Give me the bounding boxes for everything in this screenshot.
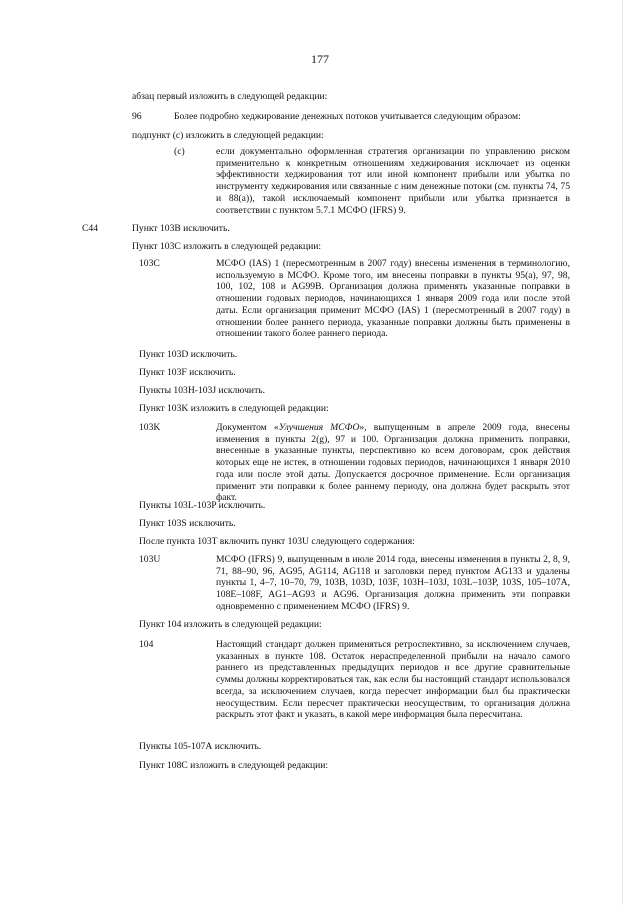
intro-instruction: абзац первый изложить в следующей редакции: — [132, 91, 328, 102]
instruction-103t: После пункта 103T включить пункт 103U следующего содержания: — [139, 536, 415, 547]
paragraph-103k-number: 103K — [139, 422, 161, 433]
instruction-103s: Пункт 103S исключить. — [139, 518, 236, 529]
instruction-103b: Пункт 103В исключить. — [132, 223, 230, 234]
paragraph-103u-text: МСФО (IFRS) 9, выпущенным в июле 2014 года, внесены изменения в пункты 2, 8, 9, 71, 88–90, 96, AG95, AG114, AG118 и заголовки перед пунктом AG133 и удалены пункты 1, 4–7, 10–70, 79, 103B, 103D, 103F, 103H–103J, 103L–103P, 103S, 105–107A, 108E–108F, AG1–AG93 и AG96. Организация должна применить эти поправки одновременно с применением МСФО (IFRS) 9. — [216, 554, 570, 612]
instruction-104: Пункт 104 изложить в следующей редакции: — [139, 619, 322, 630]
paragraph-103k-text — [216, 422, 570, 504]
paragraph-103k-prefix: Документом « — [216, 422, 279, 433]
subparagraph-c-text: если документально оформленная стратегия организации по управлению риском применительно к конкретным отношениям хеджирования исключает из оценки эффективности хеджирования тот или иной компонент прибыли или убытка по инструменту хеджирования или связанные с ним денежные потоки (см. пункты 74, 75 и 88(a)), такой исключаемый компонент прибыли или убытка признается в соответствии с пунктом 5.7.1 МСФО (IFRS) 9. — [216, 146, 570, 216]
paragraph-104-number: 104 — [139, 639, 154, 650]
subparagraph-c-label: (c) — [174, 146, 185, 157]
paragraph-103k-italic-title: Улучшения МСФО — [278, 422, 360, 433]
instruction-103l: Пункты 103L-103P исключить. — [139, 500, 266, 511]
subparagraph-c-instruction: подпункт (c) изложить в следующей редакции: — [132, 130, 324, 141]
paragraph-103c-number: 103C — [139, 258, 160, 269]
page-number: 177 — [311, 52, 329, 66]
scan-edge — [622, 0, 623, 905]
paragraph-103u-number: 103U — [139, 554, 161, 565]
instruction-108c: Пункт 108С изложить в следующей редакции: — [139, 760, 329, 771]
instruction-103d: Пункт 103D исключить. — [139, 349, 238, 360]
paragraph-103k-suffix: », выпущенным в апреле 2009 года, внесены изменения в пункты 2(g), 97 и 100. Организация должна применить поправки, внесенные в указанные пункты, перспективно ко всем договорам, срок действия которых еще не истек, в отношении годовых периодов, начинающихся 1 января 2010 года или после этой даты. Допускается досрочное применение. Если организация применит эти поправки к более раннему периоду, она должна будет раскрыть этот факт. — [216, 422, 571, 504]
instruction-103k: Пункт 103K изложить в следующей редакции: — [139, 403, 329, 414]
instruction-105: Пункты 105-107А исключить. — [139, 741, 262, 752]
instruction-103c: Пункт 103С изложить в следующей редакции: — [132, 241, 322, 252]
paragraph-103c-text: МСФО (IAS) 1 (пересмотренным в 2007 году) внесены изменения в терминологию, используемую в МСФО. Кроме того, им внесены поправки в пункты 95(a), 97, 98, 100, 102, 108 и AG99B. Организация должна применять указанные поправки в отношении годовых периодов, начинающихся 1 января 2009 года или после этой даты. Если организация применит МСФО (IAS) 1 (пересмотренный в 2007 году) в отношении более раннего периода, указанные поправки должны быть применены в отношении такого более раннего периода. — [216, 258, 570, 340]
instruction-103f: Пункт 103F исключить. — [139, 367, 236, 378]
paragraph-104-text: Настоящий стандарт должен применяться ретроспективно, за исключением случаев, указанных в пункте 108. Остаток нераспределенной прибыли на начало самого раннего из представленных предыдущих периодов и все другие сравнительные суммы должны корректироваться так, как если бы настоящий стандарт использовался всегда, за исключением случаев, когда пересчет информации был бы практически неосуществим. Если пересчет практически неосуществим, то организация должна раскрыть этот факт и указать, в какой мере информация была пересчитана. — [216, 639, 570, 721]
instruction-103h: Пункты 103H-103J исключить. — [139, 385, 266, 396]
paragraph-96-number: 96 — [132, 111, 142, 122]
margin-code-c44: C44 — [82, 223, 98, 234]
paragraph-96-text: Более подробно хеджирование денежных потоков учитывается следующим образом: — [174, 111, 521, 122]
